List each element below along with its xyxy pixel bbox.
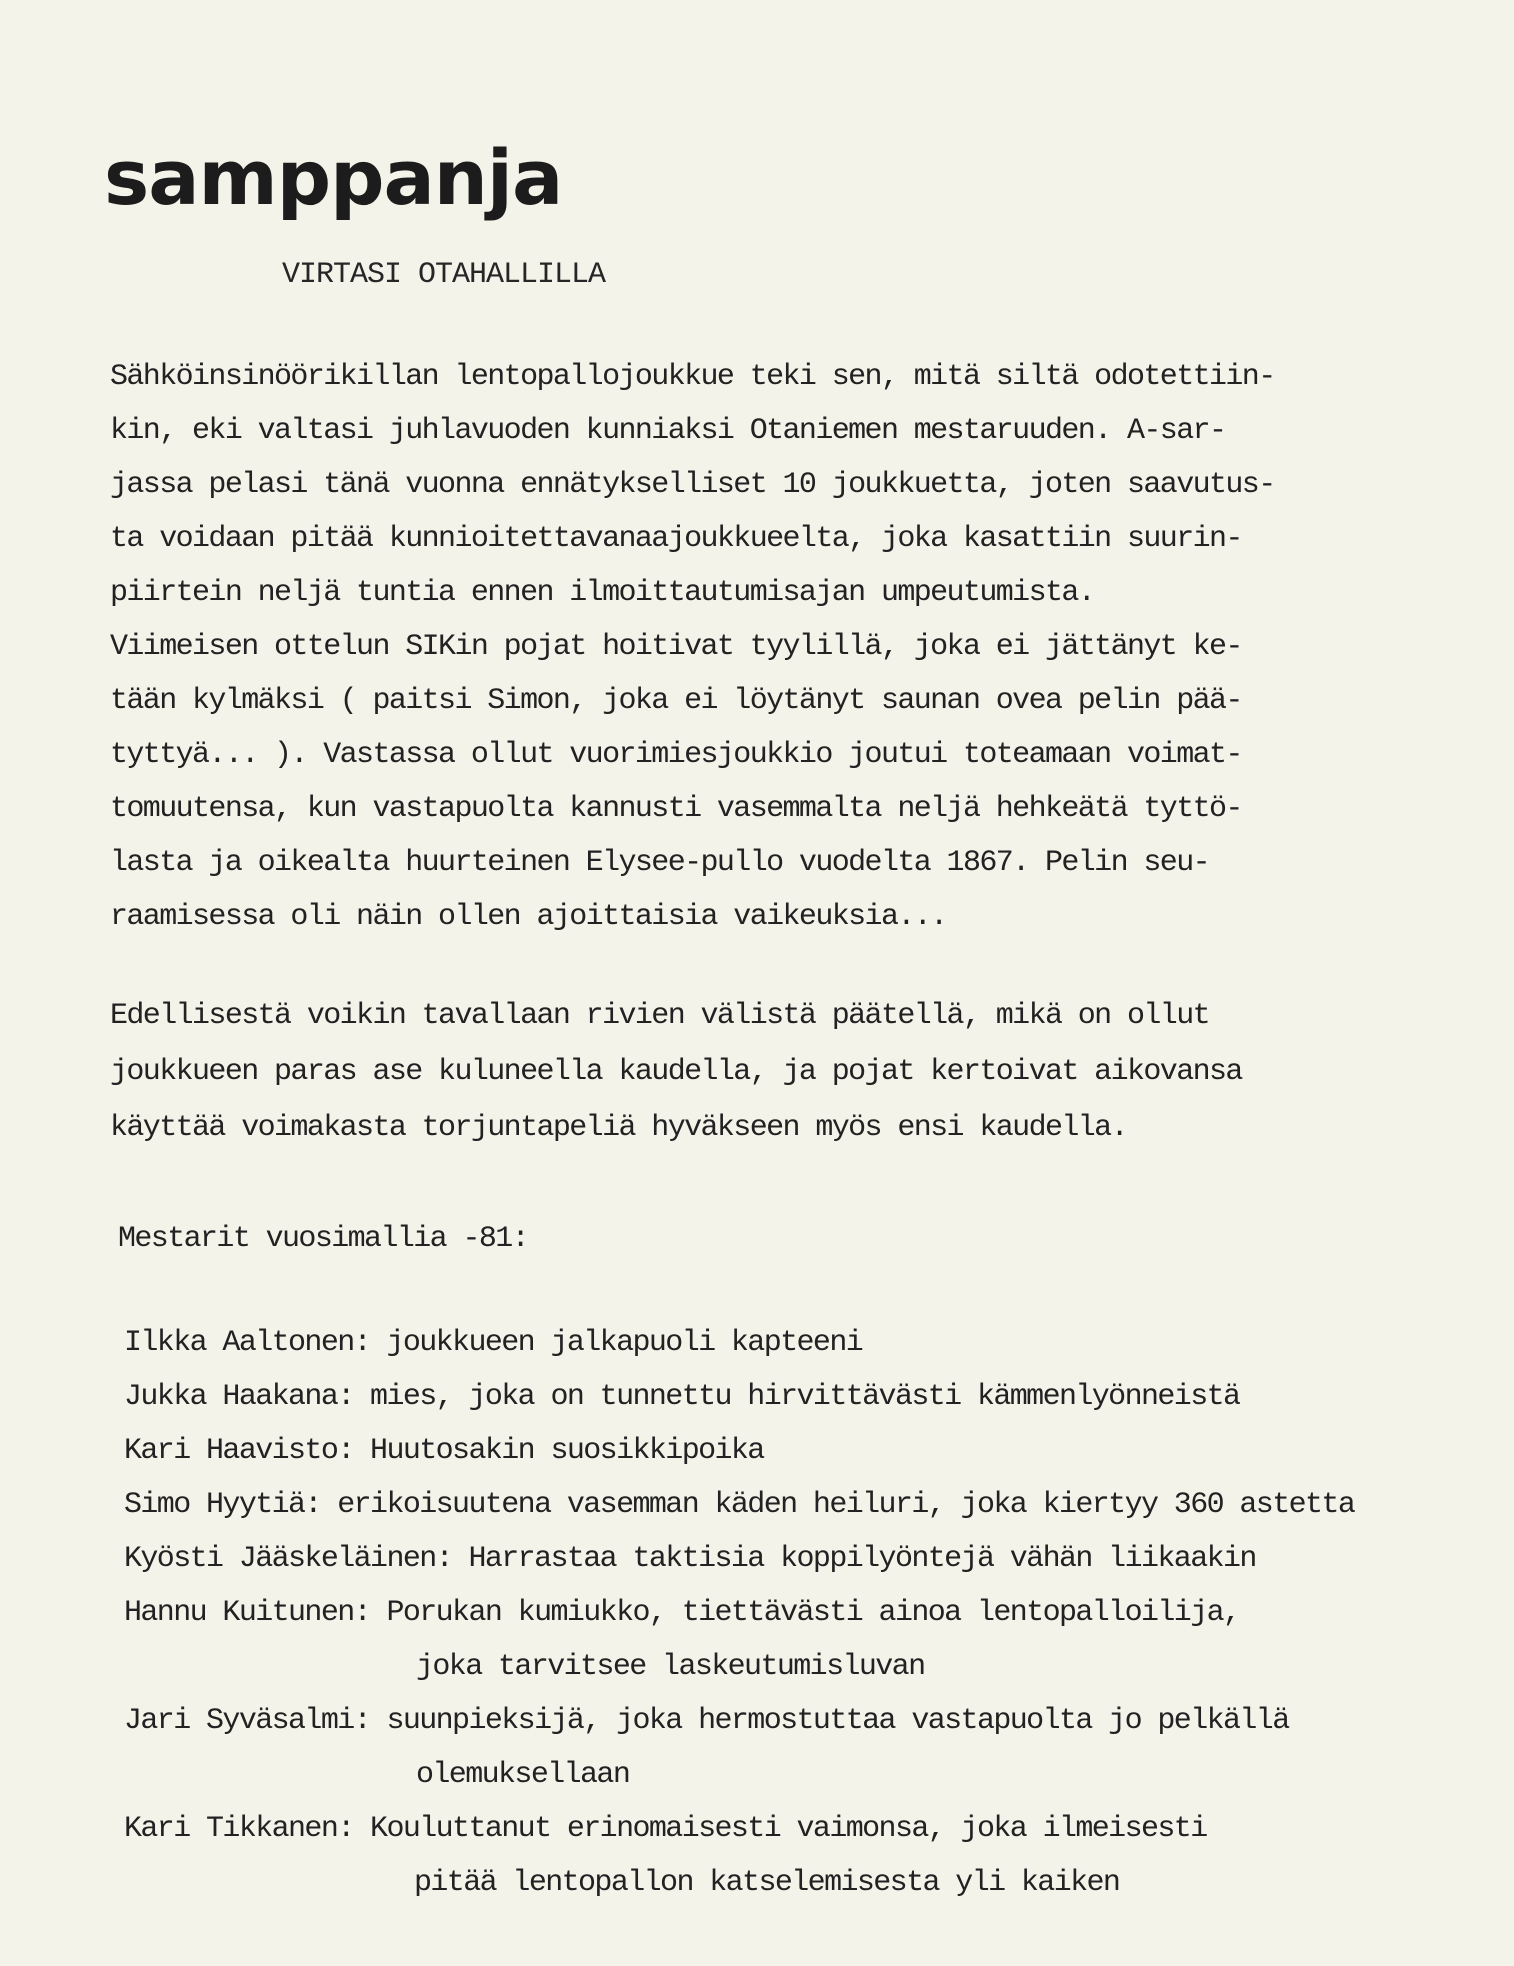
roster-line: Hannu Kuitunen: Porukan kumiukko, tiettävästi ainoa lentopalloilija, bbox=[124, 1596, 1240, 1630]
roster-item bbox=[124, 1316, 1354, 1370]
roster-line: Ilkka Aaltonen: joukkueen jalkapuoli kapteeni bbox=[124, 1326, 863, 1360]
paragraph-line: Sähköinsinöörikillan lentopallojoukkue teki sen, mitä siltä odotettiin- bbox=[110, 360, 1275, 394]
paragraph-line: tyttyä... ). Vastassa ollut vuorimiesjoukkio joutui toteamaan voimat- bbox=[110, 738, 1242, 772]
roster-line: Simo Hyytiä: erikoisuutena vasemman käden heiluri, joka kiertyy 360 astetta bbox=[124, 1488, 1355, 1522]
roster-item bbox=[124, 1532, 1354, 1586]
roster-line-continuation: olemuksellaan bbox=[416, 1758, 630, 1792]
paragraph-line: jassa pelasi tänä vuonna ennätykselliset 10 joukkuetta, joten saavutus- bbox=[110, 468, 1275, 502]
paragraph-line: tään kylmäksi ( paitsi Simon, joka ei löytänyt saunan ovea pelin pää- bbox=[110, 684, 1242, 718]
paragraph-line: käyttää voimakasta torjuntapeliä hyväkseen myös ensi kaudella. bbox=[110, 1111, 1127, 1145]
roster-line-continuation: joka tarvitsee laskeutumisluvan bbox=[416, 1650, 925, 1684]
roster-item bbox=[124, 1586, 1354, 1694]
paragraph-line: Viimeisen ottelun SIKin pojat hoitivat tyylillä, joka ei jättänyt ke- bbox=[110, 630, 1242, 664]
roster-heading: Mestarit vuosimallia -81: bbox=[118, 1222, 529, 1256]
roster-line: Kyösti Jääskeläinen: Harrastaa taktisia koppilyöntejä vähän liikaakin bbox=[124, 1542, 1256, 1576]
paragraph-line: joukkueen paras ase kuluneella kaudella, ja pojat kertoivat aikovansa bbox=[110, 1055, 1242, 1089]
article-headline: VIRTASI OTAHALLILLA bbox=[282, 258, 606, 292]
paragraph-line: piirtein neljä tuntia ennen ilmoittautumisajan umpeutumista. bbox=[110, 576, 1095, 610]
paragraph-line: lasta ja oikealta huurteinen Elysee-pullo vuodelta 1867. Pelin seu- bbox=[110, 846, 1209, 880]
roster-line: Jukka Haakana: mies, joka on tunnettu hirvittävästi kämmenlyönneistä bbox=[124, 1380, 1240, 1414]
article-paragraph-2 bbox=[110, 988, 1242, 1156]
roster-item bbox=[124, 1424, 1354, 1478]
roster-line: Jari Syväsalmi: suunpieksijä, joka hermostuttaa vastapuolta jo pelkällä bbox=[124, 1704, 1289, 1738]
masthead-title: samppanja bbox=[104, 133, 563, 222]
roster-item bbox=[124, 1370, 1354, 1424]
roster-list bbox=[124, 1316, 1354, 1910]
paragraph-line: raamisessa oli näin ollen ajoittaisia vaikeuksia... bbox=[110, 900, 947, 934]
paragraph-line: tomuutensa, kun vastapuolta kannusti vasemmalta neljä hehkeätä tyttö- bbox=[110, 792, 1242, 826]
roster-item bbox=[124, 1694, 1354, 1802]
roster-line-continuation: pitää lentopallon katselemisesta yli kaiken bbox=[414, 1866, 1120, 1900]
roster-line: Kari Haavisto: Huutosakin suosikkipoika bbox=[124, 1434, 764, 1468]
paragraph-line: Edellisestä voikin tavallaan rivien välistä päätellä, mikä on ollut bbox=[110, 999, 1209, 1033]
article-paragraph-1 bbox=[110, 350, 1275, 944]
paragraph-line: kin, eki valtasi juhlavuoden kunniaksi Otaniemen mestaruuden. A-sar- bbox=[110, 414, 1226, 448]
roster-item bbox=[124, 1478, 1354, 1532]
paragraph-line: ta voidaan pitää kunnioitettavanaajoukkueelta, joka kasattiin suurin- bbox=[110, 522, 1242, 556]
roster-line: Kari Tikkanen: Kouluttanut erinomaisesti vaimonsa, joka ilmeisesti bbox=[124, 1812, 1207, 1846]
roster-item bbox=[124, 1802, 1354, 1910]
